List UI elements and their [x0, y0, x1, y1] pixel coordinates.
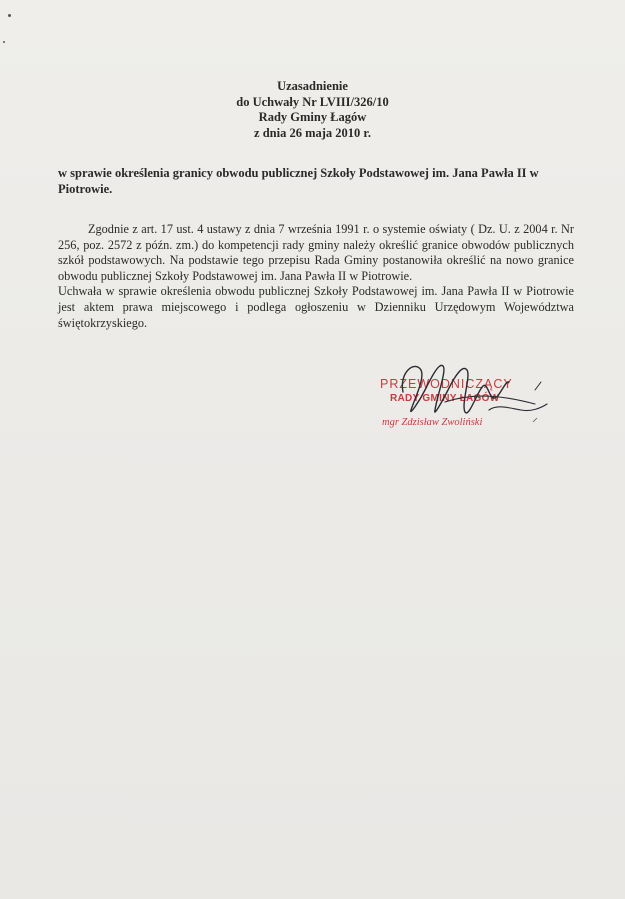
document-header — [150, 79, 475, 141]
scan-speck — [3, 41, 5, 43]
handwritten-signature — [385, 352, 555, 432]
stamp-subtitle: RADY GMINY ŁAGÓW — [390, 393, 500, 404]
body-paragraph-2: Uchwała w sprawie określenia obwodu publicznej Szkoły Podstawowej im. Jana Pawła II w Piotrowie jest aktem prawa miejscowego i podlega ogłoszeniu w Dzienniku Urzędowym Województwa świętokrzyskiego. — [58, 284, 574, 330]
stamp-title: PRZEWODNICZĄCY — [380, 377, 513, 391]
body-paragraph-1: Zgodnie z art. 17 ust. 4 ustawy z dnia 7 września 1991 r. o systemie oświaty ( Dz. U. z 2004 r. Nr 256, poz. 2572 z późn. zm.) do kompetencji rady gminy należy określić granice obwodów publicznych szkół podstawowych. Na podstawie tego przepisu Rada Gminy postanowiła określić na nowo granice obwodu publicznej Szkoły Podstawowej im. Jana Pawła II w Piotrowie. — [58, 222, 574, 283]
header-resolution-number: do Uchwały Nr LVIII/326/10 — [236, 94, 389, 109]
stamp-name: mgr Zdzisław Zwoliński — [382, 417, 483, 428]
document-subject: w sprawie określenia granicy obwodu publicznej Szkoły Podstawowej im. Jana Pawła II w Piotrowie. — [58, 166, 539, 196]
header-title: Uzasadnienie — [277, 79, 348, 93]
header-council: Rady Gminy Łagów — [258, 110, 367, 124]
header-date: z dnia 26 maja 2010 r. — [254, 125, 371, 140]
scan-speck — [8, 14, 11, 17]
document-body — [58, 222, 574, 331]
